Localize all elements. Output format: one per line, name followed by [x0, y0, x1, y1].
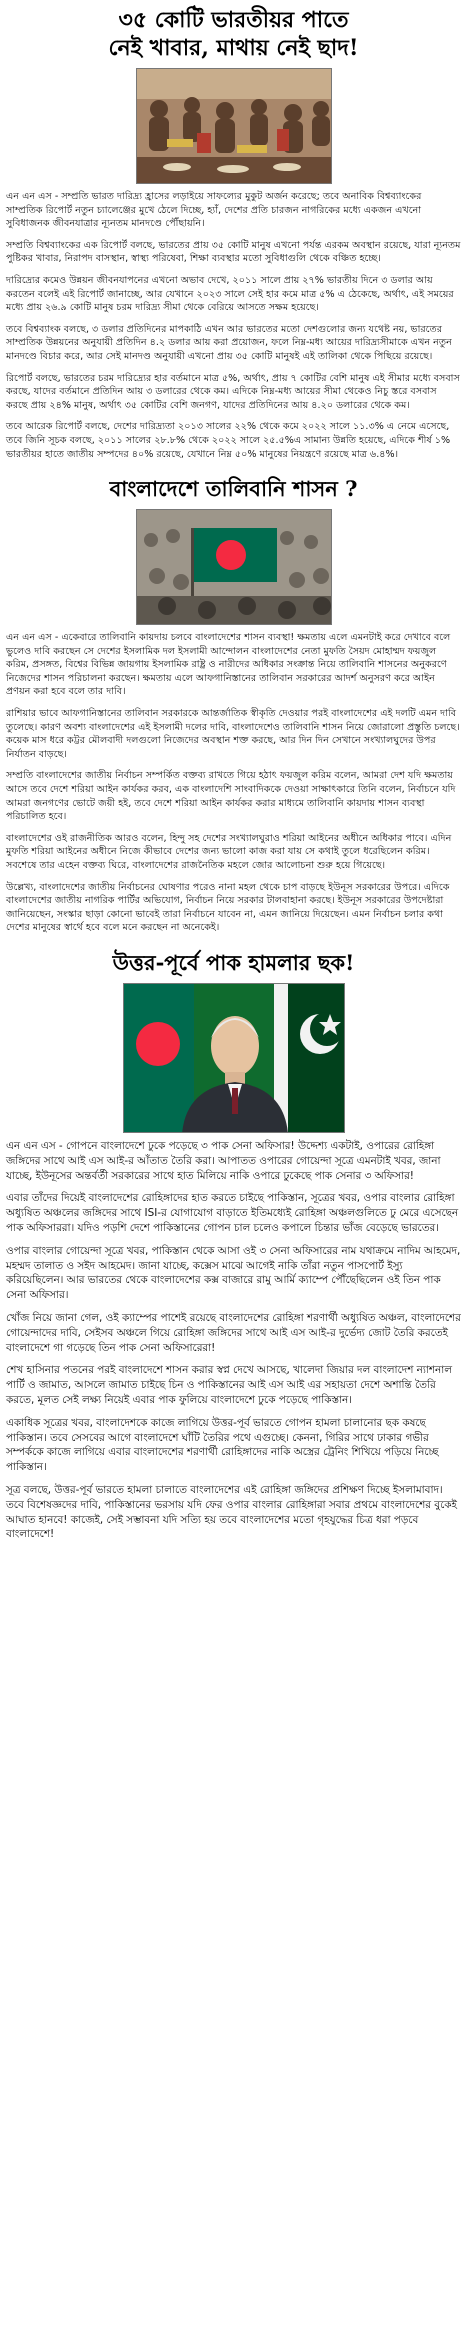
paragraph: এন এন এস - একেবারে তালিবানি কায়দায় চলবে বাংলাদেশের শাসন ব্যবস্থা! ক্ষমতায় এলে এমনটাই করে দেখাবে বলে ভুলেও দাবি করছেন সে দেশের ইসলামিক দল ইসলামী আন্দোলন বাংলাদেশের নেতা মুফতি সৈয়দ মোহাম্মদ ফয়জুল করিম, প্রসঙ্গত, বিশ্বের বিভিন্ন জায়গায় ইসলামিক রাষ্ট্র ও নারীদের অধিকার সংক্রান্ত নিয়ে তালিবানি শাসনের অনুকরণে নিজেদের শাসন পরিচালনা করছেন। ক্ষমতায় এলে আফগানিস্তানের তালিবান সরকারের আদর্শ অনুসরণ করে আইন প্রণয়ন করা হবে বলে তার দাবি। — [6, 632, 451, 698]
flag-crowd-illustration — [137, 510, 332, 625]
headline-hunger-line1: ৩৫ কোটি ভারতীয়র পাতে — [118, 7, 349, 33]
paragraph: এন এন এস - সম্প্রতি ভারত দারিদ্র্য হ্রাসের লড়াইয়ে সাফল্যের মুকুট অর্জন করেছে; তবে অনাবিক বিশ্বব্যাংকের সাম্প্রতিক রিপোর্ট নতুন চ্যালেঞ্জের মুখে ঠেলে দিচ্ছে, হ্যাঁ, দেশের প্রতি চারজন নাগরিকের মধ্যে একজন এখনো সুবিধাজনক জীবনযাত্রার ন্যূনতম মানদণ্ডে পৌঁছায়নি। — [6, 191, 422, 230]
paragraph: সম্প্রতি বাংলাদেশের জাতীয় নির্বাচন সম্পর্কিত বক্তব্য রাখতে গিয়ে হঠাৎ ফয়জুল করিম বলেন, আমরা দেশ যদি ক্ষমতায় আসে তবে দেশে শরিয়া আইন কার্যকর করব, এক বাংলাদেশি সাংবাদিককে দেওয়া সাক্ষাৎকারে তিনি বলেন, নির্বাচনে যদি আমরা জনগণের ভোটে জয়ী হই, তবে দেশে শরিয়া আইন কার্যকর করার মাধ্যমে তালিবানি কায়দায় শাসন ব্যবস্থা পরিচালিত হবে। — [6, 770, 456, 823]
headline-hunger — [6, 0, 461, 66]
article-hunger-body — [6, 190, 461, 461]
paragraph: এবার তাঁদের দিয়েই বাংলাদেশের রোহিঙ্গাদের হাত করতে চাইছে পাকিস্তান, সূত্রের খবর, ওপার বাংলার রোহিঙ্গা অধ্যুষিত অঞ্চলের জঙ্গিদের সাথে ISI-র যোগাযোগ বাড়াতে ইতিমধ্যেই রোহিঙ্গা অঞ্চলগুলিতে ঢু মেরে এসেছেন পাক অফিসাররা। যদিও পড়শি দেশে পাকিস্তানের গোপন চাল চলেও কপালে চিন্তার ভাঁজ বেড়েছে ভারতের। — [6, 1192, 459, 1234]
article-hunger — [6, 0, 461, 461]
paragraph: একাধিক সূত্রের খবর, বাংলাদেশকে কাজে লাগিয়ে উত্তর-পূর্ব ভারতে গোপন হামলা চালানোর ছক কষছে পাকিস্তান। তবে সেসবের আগে বাংলাদেশে ঘাঁটি তৈরির পথে এগুচ্ছে। কেননা, গিরির সাথে ঢাকার গভীর সম্পর্ককে কাজে লাগিয়ে এবার বাংলাদেশের শরণার্থী রোহিঙ্গাদের নাকি অস্ত্রের ট্রেনিং শিখিয়ে পড়িয়ে নিচ্ছে পাকিস্তান। — [6, 1416, 439, 1474]
photo-pakistan-leader-flags — [123, 983, 345, 1133]
paragraph: সম্প্রতি বিশ্বব্যাংকের এক রিপোর্ট বলছে, ভারতের প্রায় ৩৫ কোটি মানুষ এখনো পর্যন্ত এরকম অবস্থান রয়েছে, যারা ন্যূনতম পুষ্টিকর খাবার, নিরাপদ বাসস্থান, স্বাস্থ্য পরিষেবা, শিক্ষা ব্যবস্থার মতো সুবিধাগুলি থেকে বঞ্চিত হচ্ছে। — [6, 239, 461, 265]
paragraph: রাশিয়ার ভাবে আফগানিস্তানের তালিবান সরকারকে আন্তর্জাতিক স্বীকৃতি দেওয়ার পরই বাংলাদেশের এই দলটি এমন দাবি তুলেছে। কারণ অবশ্য বাংলাদেশের এই ইসলামী দলের দাবি, বাংলাদেশেও তালিবানি শাসন নিয়ে জোরালো প্রস্তুতি চলছে। কয়েক মাস ধরে কট্টর মৌলবাদী দলগুলো নিজেদের অবস্থান শক্ত করছে, আর দিন দিন সেখানে সংখ্যালঘুদের উপর নির্যাতন বাড়ছে। — [6, 708, 460, 760]
photo-bangladesh-flag-crowd — [136, 509, 332, 625]
article-taliban-body — [6, 631, 461, 935]
paragraph: শেখ হাসিনার পতনের পরই বাংলাদেশে শাসন করার স্বপ্ন দেখে আসছে, খালেদা জিয়ার দল বাংলাদেশ ন্যাশনাল পার্টি ও জামাত, আসলে জামাত চাইছে চিন ও পাকিস্তানের আই এস আই এর সহায়তা দেশে অশান্তি তৈরি করতে, মূলত সেই লক্ষ্য নিয়েই এবার পাক ফুলিয়ে বাংলাদেশে ঢুকে পড়েছে পাকিস্তান। — [6, 1364, 452, 1406]
paragraph: তবে আরেক রিপোর্ট বলছে, দেশের দারিদ্র্যতা ২০১৩ সালের ২২% থেকে কমে ২০২২ সালে ১১.৩% এ নেমে এসেছে, তবে জিনি সূচক বলছে, ২০১১ সালের ২৮.৮% থেকে ২০২২ সালে ২৫.৫%এ সামান্য উন্নতি হয়েছে, এদিকে শীর্ষ ১% ভারতীয়র হাতে জাতীয় সম্পদের ৪০% রয়েছে, যেখানে নিম্ন ৫০% মানুষের নিয়ন্ত্রণে রয়েছে মাত্র ৬.৪%। — [6, 421, 451, 460]
leader-flags-illustration — [124, 984, 345, 1133]
photo-hunger-crowd — [136, 68, 332, 184]
headline-hunger-line2: নেই খাবার, মাথায় নেই ছাদ! — [108, 35, 359, 61]
paragraph: ওপার বাংলার গোয়েন্দা সূত্রে খবর, পাকিস্তান থেকে আসা ওই ৩ সেনা অফিসারের নাম যথাক্রমে নাদিম আহমেদ, মহম্মদ তালাত ও সইদ আহমেদ। জানা যাচ্ছে, কক্সেস মাঝে আগেই নাকি তাঁরা নতুন পাসপোর্ট ইস্যু করিয়েছিলেন। আর ভারতের থেকে বাংলাদেশের কক্স বাজারে রামু আর্মি ক্যাম্পে পৌঁছেছিলেন ওই তিন পাক সেনা অফিসার। — [6, 1244, 461, 1302]
paragraph: উল্লেখ্য, বাংলাদেশের জাতীয় নির্বাচনের ঘোষণার পরেও নানা মহল থেকে চাপ বাড়ছে ইউনূস সরকারের উপরে। এদিকে বাংলাদেশের জাতীয় নাগরিক পার্টির অভিযোগ, নির্বাচন নিয়ে সরকার টালবাহানা করছে। ইউনূস সরকারের উপদেষ্টারা জানিয়েছেন, সংস্কার ছাড়া কোনো ভাবেই তারা নির্বাচনে যাবেন না, এমন জানিয়ে দিয়েছেন। এমন নির্বাচন চলার কথা দেশের মানুষের স্বার্থে হবে বলে মনে করছেন না অনেকেই। — [6, 881, 450, 934]
headline-taliban: বাংলাদেশে তালিবানি শাসন ? — [109, 476, 358, 502]
article-pak-attack-body — [6, 1139, 461, 1542]
paragraph: এন এন এস - গোপনে বাংলাদেশে ঢুকে পড়েছে ৩ পাক সেনা অফিসার! উদ্দেশ্য একটাই, ওপারের রোহিঙ্গা জঙ্গিদের সাথে আই এস আই-র আঁতাত তৈরি করা। আপাতত ওপারের গোয়েন্দা সূত্রে এমনটাই খবর, জানা যাচ্ছে, ইউনূসের অন্তর্বর্তী সরকারের সাথে হাত মিলিয়ে নাকি ওপারে ঢুকেছে পাক সেনার ৩ অফিসার! — [6, 1139, 441, 1182]
article-taliban — [6, 469, 461, 935]
crowd-photo-illustration — [137, 69, 332, 184]
article-pak-attack — [6, 943, 461, 1542]
paragraph: দারিদ্র্যের কমেও উন্নয়ন জীবনযাপনের এখনো অভাব দেখে, ২০১১ সালে প্রায় ২৭% ভারতীয় দিনে ৩ ডলার আয় করতেন বলেই এই রিপোর্ট জানাচ্ছে, আর যেখানে ২০২৩ সালে সেই হার কমে মাত্র ৫% এ ঠেকেছে, অর্থাৎ, এই সময়ের মধ্যে প্রায় ২৬.৯ কোটি মানুষ চরম দারিদ্র্য সীমা থেকে বেরিয়ে আসতে সক্ষম হয়েছে। — [6, 274, 454, 314]
paragraph: বাংলাদেশের ওই রাজনীতিক আরও বলেন, হিন্দু সহ দেশের সংখ্যালঘুরাও শরিয়া আইনের অধীনে অধিকার পাবে। এদিন মুফতি শরিয়া আইনের অধীনে নিজে কীভাবে দেশের জন্য ভালো কাজ করা যায় সে কথাই তুলে ধরেছিলেন করিম। সবশেষে তার এহেন বক্তব্য ঘিরে, বাংলাদেশের রাজনৈতিক মহলে জোর আলোচনা শুরু হয়ে গিয়েছে। — [6, 832, 452, 871]
paragraph: রিপোর্ট বলছে, ভারতের চরম দারিদ্র্যের হার বর্তমানে মাত্র ৫%, অর্থাৎ, প্রায় ৭ কোটির বেশি মানুষ এই সীমার মধ্যে বসবাস করছে, যাদের বর্তমানে প্রতিদিন আয় ৩ ডলারের থেকে কম। এদিকে নিম্ন-মধ্য আয়ের সীমা থেকেও নিচু স্তরে বসবাস করছে প্রায় ২৪% মানুষ, অর্থাৎ ৩৫ কোটির বেশি জনগণ, যাদের প্রতিদিনের আয় ৪.২০ ডলারের থেকে কম। — [6, 372, 460, 411]
paragraph: সূত্র বলছে, উত্তর-পূর্ব ভারতে হামলা চালাতে বাংলাদেশের এই রোহিঙ্গা জঙ্গিদের প্রশিক্ষণ দিচ্ছে ইসলামাবাদ। তবে বিশেষজ্ঞদের দাবি, পাকিস্তানের ভরসায় যদি ফের ওপার বাংলার রোহিঙ্গারা সবার প্রথমে বাংলাদেশের বুকেই আঘাত হানবে! কাজেই, সেই সম্ভাবনা যদি সত্যি হয় তবে বাংলাদেশের মতো গৃহযুদ্ধের চিত্র ধরা পড়বে বাংলাদেশে! — [6, 1483, 457, 1541]
paragraph: খোঁজ নিয়ে জানা গেল, ওই ক্যাম্পের পাশেই রয়েছে বাংলাদেশের রোহিঙ্গা শরণার্থী অধ্যুষিত অঞ্চল, বাংলাদেশের গোয়েন্দাদের দাবি, সেইসব অঞ্চলে গিয়ে রোহিঙ্গা জঙ্গিদের সাথে আই এস আই-র দুর্ভেদ্য জোট তৈরি করতেই বাংলাদেশে গা গড়েছে তিন পাক সেনা অফিসারেরা! — [6, 1311, 461, 1354]
paragraph: তবে বিশ্বব্যাংক বলছে, ৩ ডলার প্রতিদিনের মাপকাঠি এখন আর ভারতের মতো দেশগুলোর জন্য যথেষ্ট নয়, ভারতের সাম্প্রতিক উন্নয়নের অনুযায়ী প্রতিদিন ৪.২ ডলার আয় করা প্রয়োজন, ফলে নিম্ন-মধ্য আয়ের দারিদ্র্যসীমাকে এখন নতুন মানদণ্ডে বিচার করে, আর সেই মানদণ্ড অনুযায়ী এখনো প্রায় ৩৫ কোটি মানুষই এই তালিকা থেকে পিছিয়ে রয়েছে। — [6, 323, 452, 362]
headline-pak-attack: উত্তর-পূর্বে পাক হামলার ছক! — [112, 949, 355, 975]
